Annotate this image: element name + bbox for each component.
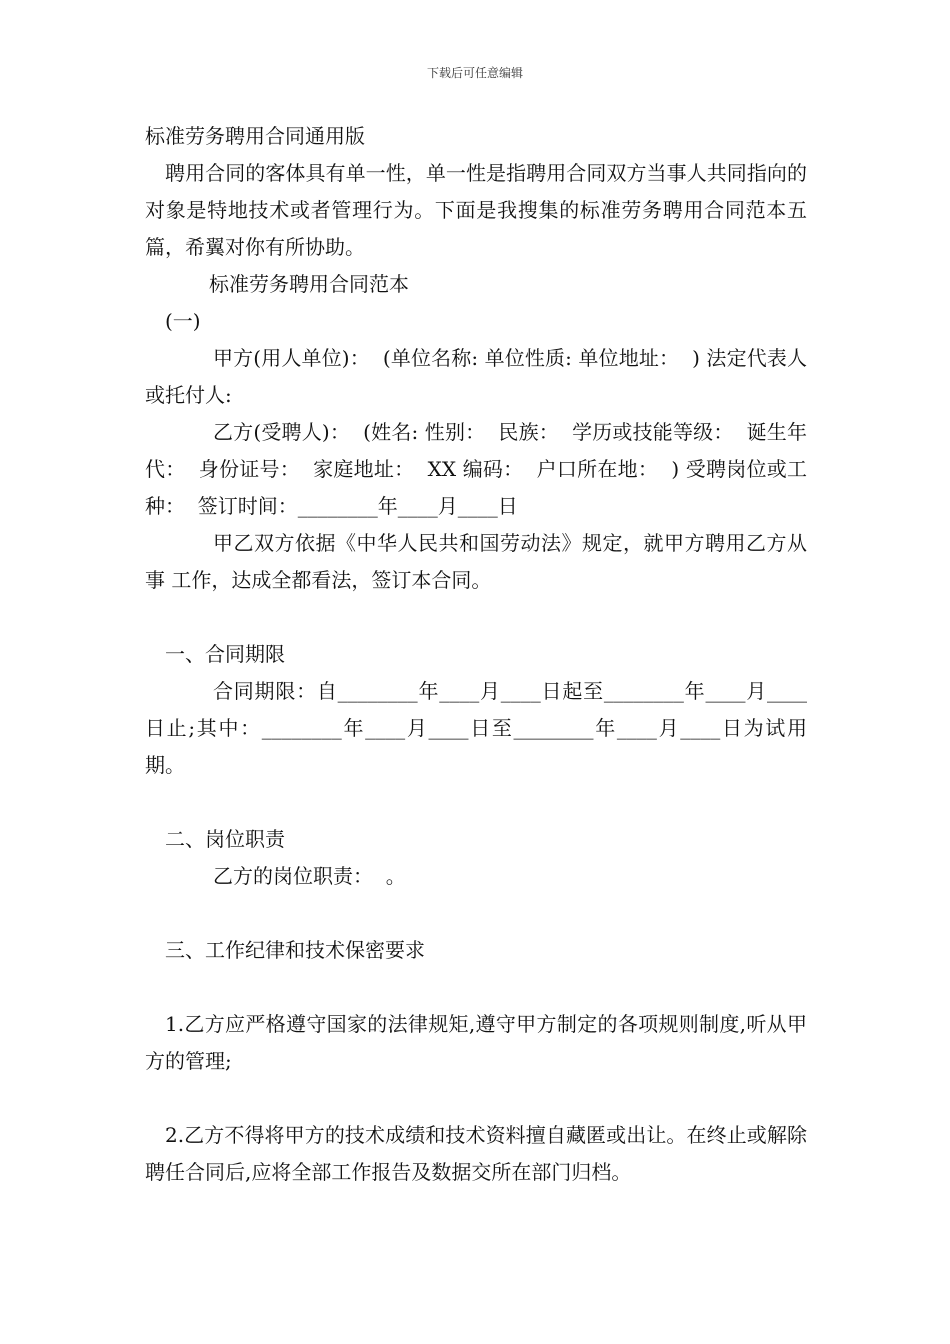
spacer: [145, 969, 807, 1006]
page-header-note: 下载后可任意编辑: [426, 66, 523, 80]
spacer: [145, 1080, 807, 1117]
document-body: [145, 118, 807, 1191]
intro-paragraph: 聘用合同的客体具有单一性，单一性是指聘用合同双方当事人共同指向的对象是特地技术或者管理行为。下面是我搜集的标准劳务聘用合同范本五篇，希翼对你有所协助。: [145, 161, 807, 259]
preamble-paragraph: 甲乙双方依据《中华人民共和国劳动法》规定，就甲方聘用乙方从事 工作，达成全都看法，签订本合同。: [145, 531, 807, 592]
spacer: [145, 599, 807, 636]
party-a-paragraph: 甲方(用人单位)： (单位名称: 单位性质: 单位地址： ) 法定代表人或托付人:: [145, 346, 807, 407]
section-3-item-2: 2.乙方不得将甲方的技术成绩和技术资料擅自藏匿或出让。在终止或解除聘任合同后,应将全部工作报告及数据交所在部门归档。: [145, 1123, 807, 1184]
part-number: (一): [165, 309, 201, 333]
section-1-title: 一、合同期限: [165, 642, 285, 666]
section-1-body: 合同期限：自________年____月____日起至________年____月____日止;其中：________年____月____日至________年____月____日为试用期。: [145, 679, 807, 777]
section-2-body: 乙方的岗位职责： 。: [213, 864, 406, 888]
section-3-title: 三、工作纪律和技术保密要求: [165, 938, 425, 962]
spacer: [145, 895, 807, 932]
spacer: [145, 784, 807, 821]
contract-subtitle: 标准劳务聘用合同范本: [209, 272, 409, 296]
party-b-paragraph: 乙方(受聘人)： (姓名: 性别： 民族： 学历或技能等级： 诞生年代： 身份证号： 家庭地址： XX 编码： 户口所在地： ) 受聘岗位或工种： 签订时间：________年____月____日: [145, 420, 807, 518]
document-title: 标准劳务聘用合同通用版: [145, 124, 365, 148]
section-2-title: 二、岗位职责: [165, 827, 285, 851]
section-3-item-1: 1.乙方应严格遵守国家的法律规矩,遵守甲方制定的各项规则制度,听从甲方的管理;: [145, 1012, 807, 1073]
